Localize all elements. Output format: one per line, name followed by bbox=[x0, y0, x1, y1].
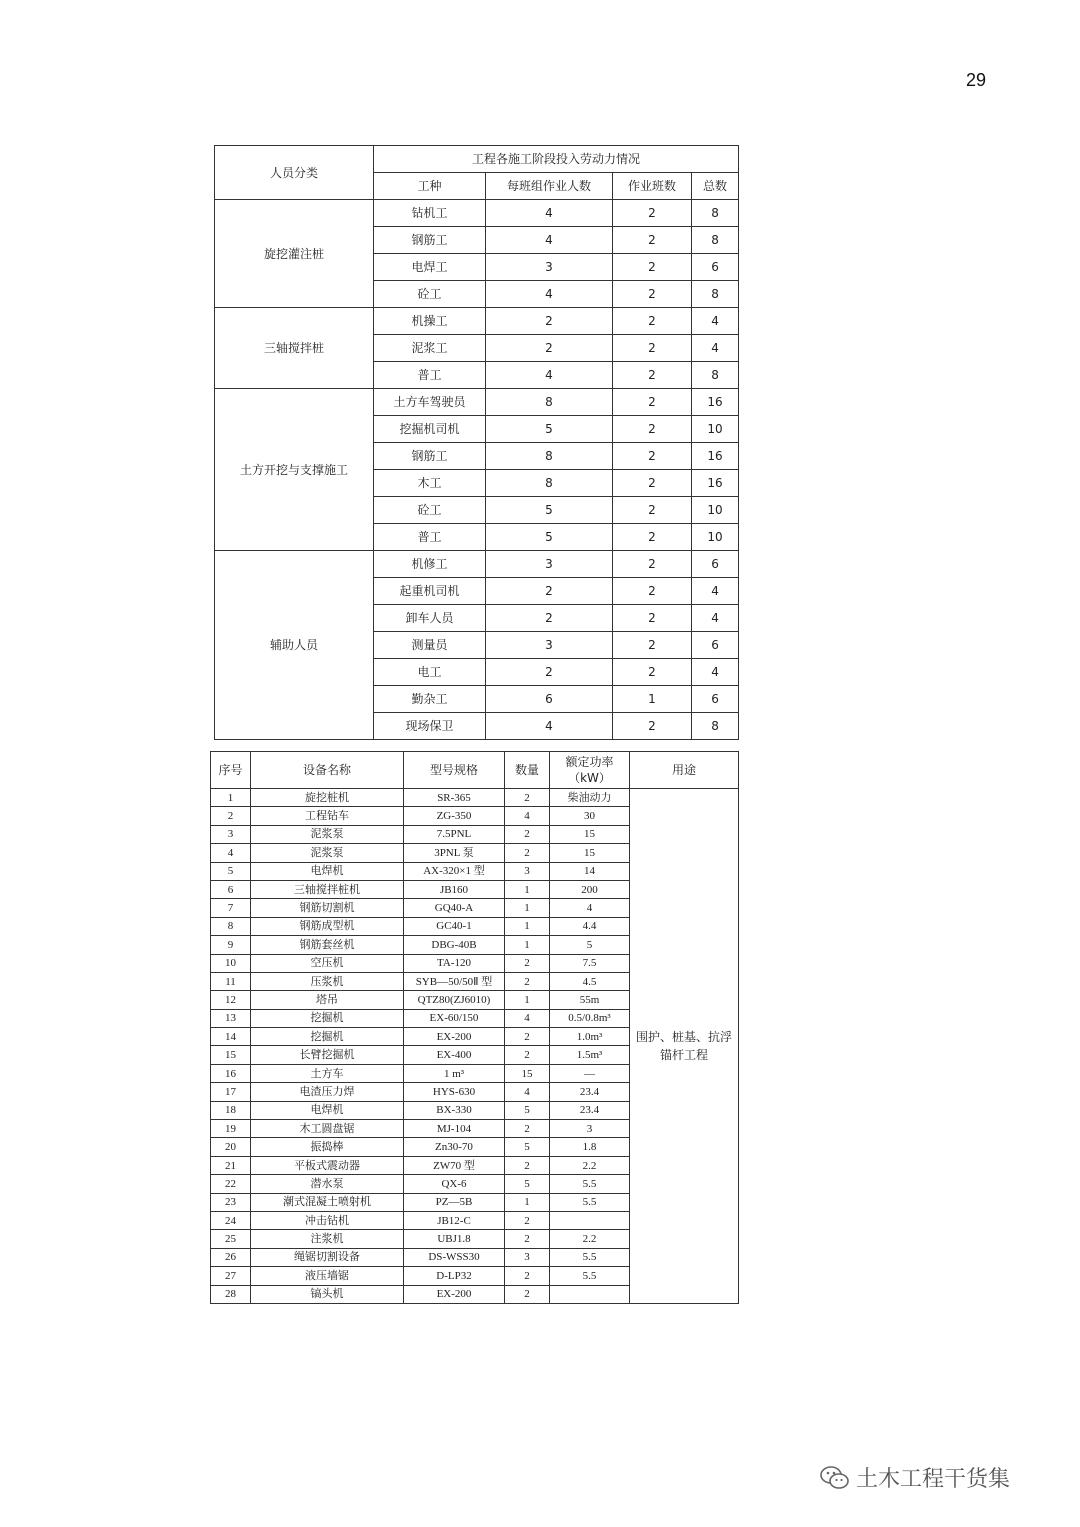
labor-total-cell: 16 bbox=[692, 443, 739, 470]
equip-name-cell: 旋挖桩机 bbox=[251, 789, 404, 807]
equip-name-cell: 潜水泵 bbox=[251, 1175, 404, 1193]
labor-category-cell: 三轴搅拌桩 bbox=[215, 308, 374, 389]
labor-per-shift-cell: 2 bbox=[486, 605, 613, 632]
labor-per-shift-cell: 5 bbox=[486, 524, 613, 551]
equip-power-cell: 23.4 bbox=[550, 1101, 630, 1119]
labor-shifts-cell: 2 bbox=[613, 335, 692, 362]
equip-header-power bbox=[550, 752, 630, 789]
equip-name-cell: 钢筋套丝机 bbox=[251, 936, 404, 954]
equip-name-cell: 镐头机 bbox=[251, 1285, 404, 1303]
equip-name-cell: 电渣压力焊 bbox=[251, 1083, 404, 1101]
labor-total-cell: 8 bbox=[692, 281, 739, 308]
equip-model-cell: BX-330 bbox=[404, 1101, 505, 1119]
equip-name-cell: 塔吊 bbox=[251, 991, 404, 1009]
equip-header-model: 型号规格 bbox=[404, 752, 505, 789]
equip-name-cell: 电焊机 bbox=[251, 1101, 404, 1119]
equip-qty-cell: 2 bbox=[505, 1230, 550, 1248]
labor-trade-cell: 电焊工 bbox=[374, 254, 486, 281]
equip-power-cell: 3 bbox=[550, 1120, 630, 1138]
equip-qty-cell: 3 bbox=[505, 1248, 550, 1266]
labor-trade-cell: 土方车驾驶员 bbox=[374, 389, 486, 416]
equip-no-cell: 25 bbox=[211, 1230, 251, 1248]
equip-name-cell: 泥浆泵 bbox=[251, 825, 404, 843]
equip-no-cell: 13 bbox=[211, 1009, 251, 1027]
labor-header-category: 人员分类 bbox=[215, 146, 374, 200]
equip-no-cell: 16 bbox=[211, 1064, 251, 1082]
labor-total-cell: 4 bbox=[692, 335, 739, 362]
equip-qty-cell: 2 bbox=[505, 972, 550, 990]
labor-total-cell: 6 bbox=[692, 254, 739, 281]
equip-power-cell: 2.2 bbox=[550, 1156, 630, 1174]
labor-per-shift-cell: 4 bbox=[486, 281, 613, 308]
equip-power-cell: 200 bbox=[550, 880, 630, 898]
equip-header-power-line2: （kW） bbox=[568, 771, 611, 785]
equip-power-cell: 5.5 bbox=[550, 1175, 630, 1193]
equip-power-cell: — bbox=[550, 1064, 630, 1082]
equip-model-cell: DBG-40B bbox=[404, 936, 505, 954]
labor-shifts-cell: 2 bbox=[613, 470, 692, 497]
equip-qty-cell: 4 bbox=[505, 807, 550, 825]
labor-shifts-cell: 2 bbox=[613, 308, 692, 335]
labor-trade-cell: 现场保卫 bbox=[374, 713, 486, 740]
labor-trade-cell: 钢筋工 bbox=[374, 227, 486, 254]
equip-qty-cell: 5 bbox=[505, 1175, 550, 1193]
equip-qty-cell: 2 bbox=[505, 1156, 550, 1174]
equip-qty-cell: 2 bbox=[505, 1267, 550, 1285]
equip-model-cell: EX-60/150 bbox=[404, 1009, 505, 1027]
equip-model-cell: Zn30-70 bbox=[404, 1138, 505, 1156]
labor-shifts-cell: 2 bbox=[613, 632, 692, 659]
labor-total-cell: 16 bbox=[692, 389, 739, 416]
equip-usage-line1: 围护、桩基、抗浮 bbox=[635, 1029, 732, 1044]
equip-model-cell: MJ-104 bbox=[404, 1120, 505, 1138]
equip-model-cell: GC40-1 bbox=[404, 917, 505, 935]
equip-no-cell: 10 bbox=[211, 954, 251, 972]
equip-no-cell: 17 bbox=[211, 1083, 251, 1101]
labor-per-shift-cell: 3 bbox=[486, 254, 613, 281]
labor-shifts-cell: 2 bbox=[613, 497, 692, 524]
labor-total-cell: 8 bbox=[692, 200, 739, 227]
equip-qty-cell: 2 bbox=[505, 1120, 550, 1138]
equip-no-cell: 20 bbox=[211, 1138, 251, 1156]
equip-no-cell: 15 bbox=[211, 1046, 251, 1064]
watermark bbox=[820, 1462, 1010, 1493]
labor-shifts-cell: 2 bbox=[613, 524, 692, 551]
labor-shifts-cell: 2 bbox=[613, 254, 692, 281]
labor-total-cell: 10 bbox=[692, 416, 739, 443]
equip-name-cell: 钢筋切割机 bbox=[251, 899, 404, 917]
equip-no-cell: 24 bbox=[211, 1211, 251, 1229]
labor-shifts-cell: 2 bbox=[613, 416, 692, 443]
equip-name-cell: 空压机 bbox=[251, 954, 404, 972]
equip-name-cell: 绳锯切割设备 bbox=[251, 1248, 404, 1266]
labor-per-shift-cell: 3 bbox=[486, 632, 613, 659]
equip-no-cell: 21 bbox=[211, 1156, 251, 1174]
labor-per-shift-cell: 2 bbox=[486, 578, 613, 605]
labor-total-cell: 8 bbox=[692, 362, 739, 389]
labor-total-cell: 10 bbox=[692, 524, 739, 551]
labor-trade-cell: 钢筋工 bbox=[374, 443, 486, 470]
equip-qty-cell: 15 bbox=[505, 1064, 550, 1082]
labor-total-cell: 8 bbox=[692, 227, 739, 254]
labor-trade-cell: 机修工 bbox=[374, 551, 486, 578]
labor-per-shift-cell: 4 bbox=[486, 713, 613, 740]
labor-total-cell: 6 bbox=[692, 551, 739, 578]
labor-table bbox=[214, 145, 739, 740]
labor-per-shift-cell: 4 bbox=[486, 227, 613, 254]
equip-power-cell: 15 bbox=[550, 844, 630, 862]
labor-per-shift-cell: 5 bbox=[486, 497, 613, 524]
equip-name-cell: 长臂挖掘机 bbox=[251, 1046, 404, 1064]
labor-total-cell: 4 bbox=[692, 308, 739, 335]
labor-trade-cell: 测量员 bbox=[374, 632, 486, 659]
equip-qty-cell: 5 bbox=[505, 1138, 550, 1156]
equip-qty-cell: 4 bbox=[505, 1083, 550, 1101]
equip-model-cell: AX-320×1 型 bbox=[404, 862, 505, 880]
labor-shifts-cell: 2 bbox=[613, 227, 692, 254]
labor-trade-cell: 泥浆工 bbox=[374, 335, 486, 362]
equip-qty-cell: 2 bbox=[505, 1211, 550, 1229]
labor-total-cell: 6 bbox=[692, 632, 739, 659]
equip-model-cell: EX-200 bbox=[404, 1028, 505, 1046]
equip-no-cell: 26 bbox=[211, 1248, 251, 1266]
labor-per-shift-cell: 5 bbox=[486, 416, 613, 443]
labor-shifts-cell: 2 bbox=[613, 551, 692, 578]
equip-name-cell: 土方车 bbox=[251, 1064, 404, 1082]
equip-no-cell: 28 bbox=[211, 1285, 251, 1303]
equipment-row bbox=[211, 789, 739, 807]
labor-per-shift-cell: 6 bbox=[486, 686, 613, 713]
equip-power-cell: 5.5 bbox=[550, 1267, 630, 1285]
labor-trade-cell: 普工 bbox=[374, 524, 486, 551]
labor-header-shifts: 作业班数 bbox=[613, 173, 692, 200]
equip-qty-cell: 2 bbox=[505, 825, 550, 843]
equip-power-cell: 15 bbox=[550, 825, 630, 843]
equip-no-cell: 2 bbox=[211, 807, 251, 825]
labor-shifts-cell: 1 bbox=[613, 686, 692, 713]
labor-trade-cell: 起重机司机 bbox=[374, 578, 486, 605]
equip-power-cell: 30 bbox=[550, 807, 630, 825]
labor-per-shift-cell: 4 bbox=[486, 200, 613, 227]
labor-row bbox=[215, 308, 739, 335]
page-number: 29 bbox=[966, 70, 987, 90]
equip-qty-cell: 2 bbox=[505, 1046, 550, 1064]
equip-power-cell bbox=[550, 1211, 630, 1229]
equip-no-cell: 9 bbox=[211, 936, 251, 954]
equip-model-cell: UBJ1.8 bbox=[404, 1230, 505, 1248]
equip-power-cell: 柴油动力 bbox=[550, 789, 630, 807]
labor-trade-cell: 勤杂工 bbox=[374, 686, 486, 713]
equip-header-no: 序号 bbox=[211, 752, 251, 789]
equip-name-cell: 压浆机 bbox=[251, 972, 404, 990]
equip-name-cell: 三轴搅拌桩机 bbox=[251, 880, 404, 898]
equip-power-cell: 1.0m³ bbox=[550, 1028, 630, 1046]
labor-trade-cell: 电工 bbox=[374, 659, 486, 686]
equip-power-cell: 55m bbox=[550, 991, 630, 1009]
labor-total-cell: 6 bbox=[692, 686, 739, 713]
labor-row bbox=[215, 389, 739, 416]
equip-model-cell: DS-WSS30 bbox=[404, 1248, 505, 1266]
equip-qty-cell: 1 bbox=[505, 917, 550, 935]
equip-no-cell: 3 bbox=[211, 825, 251, 843]
equip-header-usage: 用途 bbox=[630, 752, 739, 789]
labor-per-shift-cell: 8 bbox=[486, 389, 613, 416]
labor-per-shift-cell: 3 bbox=[486, 551, 613, 578]
labor-shifts-cell: 2 bbox=[613, 605, 692, 632]
equip-power-cell: 14 bbox=[550, 862, 630, 880]
equip-power-cell: 4.5 bbox=[550, 972, 630, 990]
equip-name-cell: 木工圆盘锯 bbox=[251, 1120, 404, 1138]
equip-model-cell: ZW70 型 bbox=[404, 1156, 505, 1174]
equip-name-cell: 泥浆泵 bbox=[251, 844, 404, 862]
equip-no-cell: 7 bbox=[211, 899, 251, 917]
equip-model-cell: EX-200 bbox=[404, 1285, 505, 1303]
labor-per-shift-cell: 8 bbox=[486, 470, 613, 497]
equip-model-cell: 7.5PNL bbox=[404, 825, 505, 843]
equip-power-cell: 4 bbox=[550, 899, 630, 917]
equip-model-cell: SYB—50/50Ⅱ 型 bbox=[404, 972, 505, 990]
labor-shifts-cell: 2 bbox=[613, 389, 692, 416]
labor-category-cell: 土方开挖与支撑施工 bbox=[215, 389, 374, 551]
equip-name-cell: 振捣棒 bbox=[251, 1138, 404, 1156]
equip-model-cell: 3PNL 泵 bbox=[404, 844, 505, 862]
labor-header-trade: 工种 bbox=[374, 173, 486, 200]
equip-qty-cell: 2 bbox=[505, 789, 550, 807]
equip-name-cell: 注浆机 bbox=[251, 1230, 404, 1248]
equip-model-cell: TA-120 bbox=[404, 954, 505, 972]
equip-power-cell: 23.4 bbox=[550, 1083, 630, 1101]
labor-trade-cell: 砼工 bbox=[374, 497, 486, 524]
equip-qty-cell: 4 bbox=[505, 1009, 550, 1027]
equip-qty-cell: 3 bbox=[505, 862, 550, 880]
labor-total-cell: 10 bbox=[692, 497, 739, 524]
equip-qty-cell: 2 bbox=[505, 1285, 550, 1303]
equip-name-cell: 挖掘机 bbox=[251, 1009, 404, 1027]
wechat-icon bbox=[820, 1465, 850, 1491]
equip-no-cell: 14 bbox=[211, 1028, 251, 1046]
labor-total-cell: 4 bbox=[692, 659, 739, 686]
equip-power-cell: 5 bbox=[550, 936, 630, 954]
equip-model-cell: D-LP32 bbox=[404, 1267, 505, 1285]
equip-model-cell: 1 m³ bbox=[404, 1064, 505, 1082]
labor-trade-cell: 砼工 bbox=[374, 281, 486, 308]
labor-per-shift-cell: 2 bbox=[486, 308, 613, 335]
equip-model-cell: JB160 bbox=[404, 880, 505, 898]
equip-power-cell: 1.5m³ bbox=[550, 1046, 630, 1064]
labor-row bbox=[215, 200, 739, 227]
equip-name-cell: 挖掘机 bbox=[251, 1028, 404, 1046]
equip-no-cell: 18 bbox=[211, 1101, 251, 1119]
equipment-table bbox=[210, 751, 739, 1304]
equip-model-cell: EX-400 bbox=[404, 1046, 505, 1064]
labor-per-shift-cell: 4 bbox=[486, 362, 613, 389]
labor-header-per-shift: 每班组作业人数 bbox=[486, 173, 613, 200]
equip-header-name: 设备名称 bbox=[251, 752, 404, 789]
equip-qty-cell: 1 bbox=[505, 991, 550, 1009]
labor-header-total: 总数 bbox=[692, 173, 739, 200]
labor-total-cell: 16 bbox=[692, 470, 739, 497]
equip-no-cell: 19 bbox=[211, 1120, 251, 1138]
equip-power-cell: 7.5 bbox=[550, 954, 630, 972]
equip-model-cell: ZG-350 bbox=[404, 807, 505, 825]
equip-no-cell: 22 bbox=[211, 1175, 251, 1193]
equip-power-cell: 5.5 bbox=[550, 1193, 630, 1211]
labor-per-shift-cell: 2 bbox=[486, 335, 613, 362]
labor-shifts-cell: 2 bbox=[613, 659, 692, 686]
equip-qty-cell: 1 bbox=[505, 899, 550, 917]
equip-qty-cell: 1 bbox=[505, 936, 550, 954]
equip-model-cell: QTZ80(ZJ6010) bbox=[404, 991, 505, 1009]
labor-trade-cell: 挖掘机司机 bbox=[374, 416, 486, 443]
labor-header-group-title: 工程各施工阶段投入劳动力情况 bbox=[374, 146, 739, 173]
equip-no-cell: 1 bbox=[211, 789, 251, 807]
equip-power-cell: 0.5/0.8m³ bbox=[550, 1009, 630, 1027]
equip-no-cell: 4 bbox=[211, 844, 251, 862]
equip-no-cell: 11 bbox=[211, 972, 251, 990]
labor-trade-cell: 钻机工 bbox=[374, 200, 486, 227]
labor-shifts-cell: 2 bbox=[613, 281, 692, 308]
equip-no-cell: 8 bbox=[211, 917, 251, 935]
labor-shifts-cell: 2 bbox=[613, 578, 692, 605]
equip-name-cell: 工程钻车 bbox=[251, 807, 404, 825]
labor-shifts-cell: 2 bbox=[613, 443, 692, 470]
equip-power-cell: 1.8 bbox=[550, 1138, 630, 1156]
labor-total-cell: 8 bbox=[692, 713, 739, 740]
equip-qty-cell: 2 bbox=[505, 1028, 550, 1046]
equip-no-cell: 12 bbox=[211, 991, 251, 1009]
labor-trade-cell: 卸车人员 bbox=[374, 605, 486, 632]
equip-qty-cell: 1 bbox=[505, 880, 550, 898]
labor-per-shift-cell: 2 bbox=[486, 659, 613, 686]
equip-header-qty: 数量 bbox=[505, 752, 550, 789]
equip-no-cell: 6 bbox=[211, 880, 251, 898]
watermark-text: 土木工程干货集 bbox=[856, 1467, 1011, 1492]
equip-power-cell: 2.2 bbox=[550, 1230, 630, 1248]
equip-usage-cell bbox=[630, 789, 739, 1304]
equip-model-cell: HYS-630 bbox=[404, 1083, 505, 1101]
equip-name-cell: 电焊机 bbox=[251, 862, 404, 880]
equip-model-cell: GQ40-A bbox=[404, 899, 505, 917]
equip-name-cell: 平板式震动器 bbox=[251, 1156, 404, 1174]
equip-model-cell: JB12-C bbox=[404, 1211, 505, 1229]
equip-qty-cell: 1 bbox=[505, 1193, 550, 1211]
equip-no-cell: 27 bbox=[211, 1267, 251, 1285]
equip-no-cell: 23 bbox=[211, 1193, 251, 1211]
equip-power-cell: 5.5 bbox=[550, 1248, 630, 1266]
equip-usage-line2: 锚杆工程 bbox=[659, 1047, 708, 1062]
labor-total-cell: 4 bbox=[692, 605, 739, 632]
labor-trade-cell: 木工 bbox=[374, 470, 486, 497]
equip-name-cell: 液压墙锯 bbox=[251, 1267, 404, 1285]
labor-shifts-cell: 2 bbox=[613, 713, 692, 740]
equip-model-cell: QX-6 bbox=[404, 1175, 505, 1193]
equip-no-cell: 5 bbox=[211, 862, 251, 880]
equip-name-cell: 潮式混凝土喷射机 bbox=[251, 1193, 404, 1211]
equip-qty-cell: 5 bbox=[505, 1101, 550, 1119]
labor-row bbox=[215, 551, 739, 578]
labor-total-cell: 4 bbox=[692, 578, 739, 605]
labor-trade-cell: 机操工 bbox=[374, 308, 486, 335]
equip-header-power-line1: 额定功率 bbox=[565, 755, 614, 769]
labor-per-shift-cell: 8 bbox=[486, 443, 613, 470]
equip-power-cell bbox=[550, 1285, 630, 1303]
equip-name-cell: 钢筋成型机 bbox=[251, 917, 404, 935]
labor-category-cell: 辅助人员 bbox=[215, 551, 374, 740]
labor-trade-cell: 普工 bbox=[374, 362, 486, 389]
equip-power-cell: 4.4 bbox=[550, 917, 630, 935]
labor-category-cell: 旋挖灌注桩 bbox=[215, 200, 374, 308]
equip-qty-cell: 2 bbox=[505, 844, 550, 862]
equip-qty-cell: 2 bbox=[505, 954, 550, 972]
labor-shifts-cell: 2 bbox=[613, 200, 692, 227]
equip-model-cell: SR-365 bbox=[404, 789, 505, 807]
equip-model-cell: PZ—5B bbox=[404, 1193, 505, 1211]
labor-shifts-cell: 2 bbox=[613, 362, 692, 389]
equip-name-cell: 冲击钻机 bbox=[251, 1211, 404, 1229]
